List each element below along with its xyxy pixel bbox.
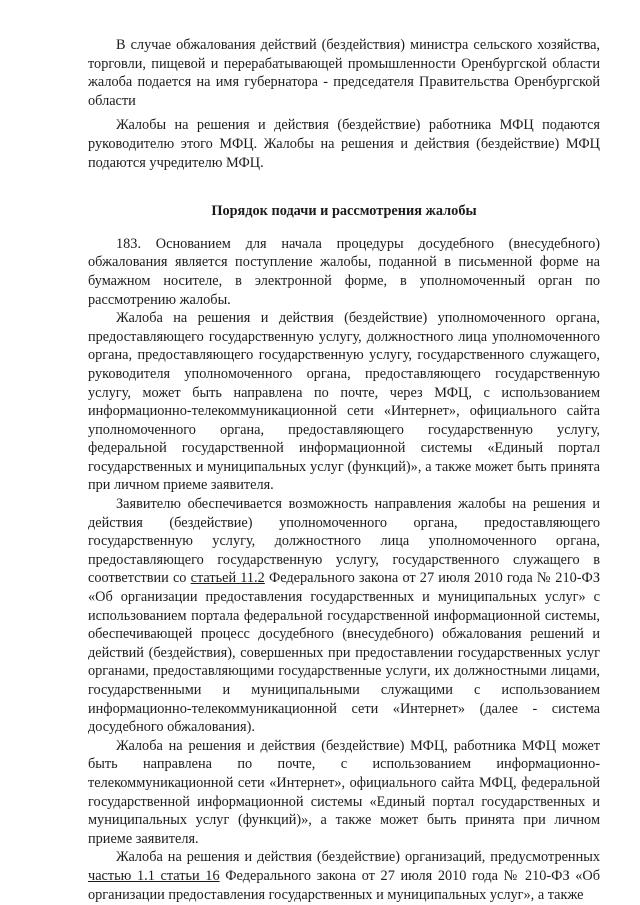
paragraph-mfc-complaints: Жалобы на решения и действия (бездействие) работника МФЦ подаются руководителю этого МФЦ. Жалобы на решения и действия (бездействие) МФЦ подаются учредителю МФЦ.: [88, 117, 600, 171]
paragraph-pretrial-system: [88, 495, 600, 737]
paragraph-complaint-channels: Жалоба на решения и действия (бездействие) уполномоченного органа, предоставляющего государственную услугу, должностного лица уполномоченного органа, предоставляющего государственную услугу, государственного служащего, руководителя уполномоченного органа, предоставляющего государственную услугу, может быть направлена по почте, через МФЦ, с использованием информационно-телекоммуникационной сети «Интернет», официального сайта уполномоченного органа, предоставляющего государственную услугу, федеральной государственной информационной системы «Единый портал государственных и муниципальных услуг (функций)», а также может быть принята при личном приеме заявителя.: [88, 310, 600, 494]
paragraph-text: Федерального закона от 27 июля 2010 года № 210-ФЗ «Об организации предоставления государственных и муниципальных услуг», а также: [88, 867, 600, 903]
paragraph-text: Федерального закона от 27 июля 2010 года № 210-ФЗ «Об организации предоставления государственных и муниципальных услуг» с использованием портала федеральной государственной информационной системы, обеспечивающей процесс досудебного (внесудебного) обжалования решений и действий (бездействия), совершенных при предоставлении государственных услуг органами, предоставляющими государственные услуги, их должностными лицами, государственными и муниципальными служащими с использованием информационно-телекоммуникационной сети «Интернет» (далее - система досудебного обжалования).: [88, 570, 600, 736]
law-article-link[interactable]: статьей 11.2: [190, 570, 265, 587]
paragraph-appeal-minister: В случае обжалования действий (бездействия) министра сельского хозяйства, торговли, пищевой и перерабатывающей промышленности Оренбургской области жалоба подается на имя губернатора - председателя Правительства Оренбургской области: [88, 37, 600, 109]
section-heading: Порядок подачи и рассмотрения жалобы: [211, 203, 477, 220]
paragraph-text: Заявителю обеспечивается возможность направления жалобы на решения и действия (бездействие) уполномоченного органа, предоставляющего государственную услугу, должностного лица уполномоченного органа, предоставляющего государственную услугу, государственного служащего в соответствии со: [88, 496, 600, 587]
paragraph-text: Жалоба на решения и действия (бездействие) организаций, предусмотренных: [116, 849, 600, 866]
paragraph-183: 183. Основанием для начала процедуры досудебного (внесудебного) обжалования является поступление жалобы, поданной в письменной форме на бумажном носителе, в электронной форме, в уполномоченный орган по рассмотрению жалобы.: [88, 235, 600, 308]
paragraph-mfc-channels: Жалоба на решения и действия (бездействие) МФЦ, работника МФЦ может быть направлена по почте, с использованием информационно-телекоммуникационной сети «Интернет», официального сайта МФЦ, федеральной государственной информационной системы «Единый портал государственных и муниципальных услуг (функций)», а также может быть принята при личном приеме заявителя.: [88, 737, 600, 847]
paragraph-organizations: [88, 848, 600, 904]
law-part-link[interactable]: частью 1.1 статьи 16: [88, 867, 220, 884]
